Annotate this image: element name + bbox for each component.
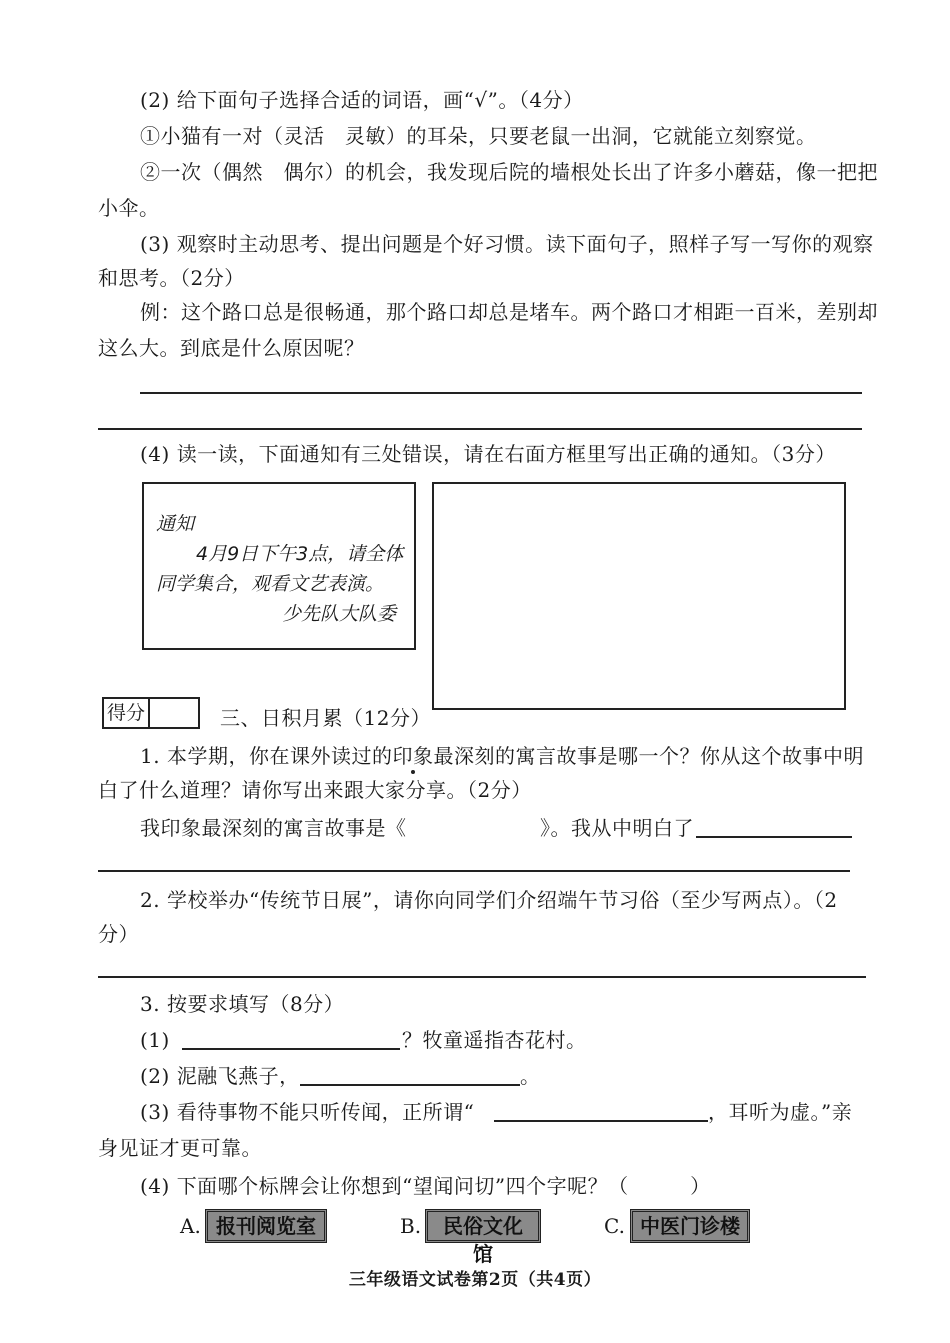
- notice-signature: 少先队大队委: [282, 603, 397, 625]
- q3-example: 例：这个路口总是很畅通，那个路口却总是堵车。两个路口才相距一百米，差别却: [140, 300, 878, 324]
- section3-title: 三、日积月累（12分）: [220, 706, 431, 730]
- fable-answer-line[interactable]: [696, 836, 852, 838]
- page-footer: 三年级语文试卷第2页（共4页）: [348, 1270, 602, 1290]
- answer-box[interactable]: [432, 482, 846, 710]
- option-b-sign[interactable]: 民俗文化馆: [425, 1209, 541, 1243]
- option-a-letter[interactable]: A.: [180, 1214, 201, 1238]
- s3-q3-3-suffix: ，耳听为虚。”亲: [708, 1100, 853, 1124]
- notice-line-1: 4月9日下午3点，请全体: [196, 543, 404, 565]
- emphasis-dot: [411, 770, 415, 774]
- q3-example-cont: 这么大。到底是什么原因呢？: [98, 336, 365, 360]
- s3-q3-2-suffix: 。: [520, 1064, 541, 1088]
- answer-line-1[interactable]: [140, 392, 862, 394]
- s3-q3-1-prefix: (1): [140, 1028, 170, 1052]
- poem-blank-2[interactable]: [300, 1084, 520, 1086]
- s3-q1: 1. 本学期，你在课外读过的印象最深刻的寓言故事是哪一个？你从这个故事中明: [140, 744, 864, 768]
- notice-heading: 通知: [156, 513, 195, 535]
- s3-q1-fill-a: 我印象最深刻的寓言故事是《: [140, 816, 407, 840]
- fable-answer-line-2[interactable]: [98, 870, 850, 872]
- q4-title: (4) 读一读，下面通知有三处错误，请在右面方框里写出正确的通知。（3分）: [140, 442, 836, 466]
- q2-sentence-1: ①小猫有一对（灵活 灵敏）的耳朵，只要老鼠一出洞，它就能立刻察觉。: [140, 124, 817, 148]
- option-b-letter[interactable]: B.: [400, 1214, 422, 1238]
- q3-title-cont: 和思考。（2分）: [98, 266, 245, 290]
- dragon-boat-answer-line[interactable]: [98, 976, 866, 978]
- notice-line-2: 同学集合，观看文艺表演。: [156, 573, 385, 595]
- score-label-box: [102, 697, 150, 729]
- s3-q1-cont: 白了什么道理？请你写出来跟大家分享。（2分）: [98, 778, 532, 802]
- s3-q3-1-suffix: ？牧童遥指杏花村。: [402, 1028, 587, 1052]
- poem-blank-1[interactable]: [182, 1048, 400, 1050]
- q2-title: (2) 给下面句子选择合适的词语，画“√”。（4分）: [140, 88, 584, 112]
- proverb-blank[interactable]: [494, 1120, 708, 1122]
- q3-title: (3) 观察时主动思考、提出问题是个好习惯。读下面句子，照样子写一写你的观察: [140, 232, 874, 256]
- option-c-letter[interactable]: C.: [604, 1214, 625, 1238]
- s3-q3-title: 3. 按要求填写（8分）: [140, 992, 345, 1016]
- score-input-box[interactable]: [148, 697, 200, 729]
- s3-q3-3-prefix: (3) 看待事物不能只听传闻，正所谓“: [140, 1100, 475, 1124]
- q2-sentence-2: ②一次（偶然 偶尔）的机会，我发现后院的墙根处长出了许多小蘑菇，像一把把: [140, 160, 878, 184]
- s3-q3-3-cont: 身见证才更可靠。: [98, 1136, 262, 1160]
- s3-q3-2-prefix: (2) 泥融飞燕子，: [140, 1064, 300, 1088]
- s3-q2-cont: 分）: [98, 922, 139, 946]
- score-label: 得分: [107, 702, 146, 724]
- notice-box: [142, 482, 416, 650]
- answer-line-2[interactable]: [98, 428, 862, 430]
- option-c-sign[interactable]: 中医门诊楼: [630, 1209, 750, 1243]
- s3-q3-4: (4) 下面哪个标牌会让你想到“望闻问切”四个字呢？（ ）: [140, 1174, 711, 1198]
- s3-q2: 2. 学校举办“传统节日展”，请你向同学们介绍端午节习俗（至少写两点）。（2: [140, 888, 838, 912]
- q2-sentence-2-cont: 小伞。: [98, 196, 160, 220]
- option-a-sign[interactable]: 报刊阅览室: [205, 1209, 327, 1243]
- s3-q1-fill-b: 》。我从中明白了: [540, 816, 694, 840]
